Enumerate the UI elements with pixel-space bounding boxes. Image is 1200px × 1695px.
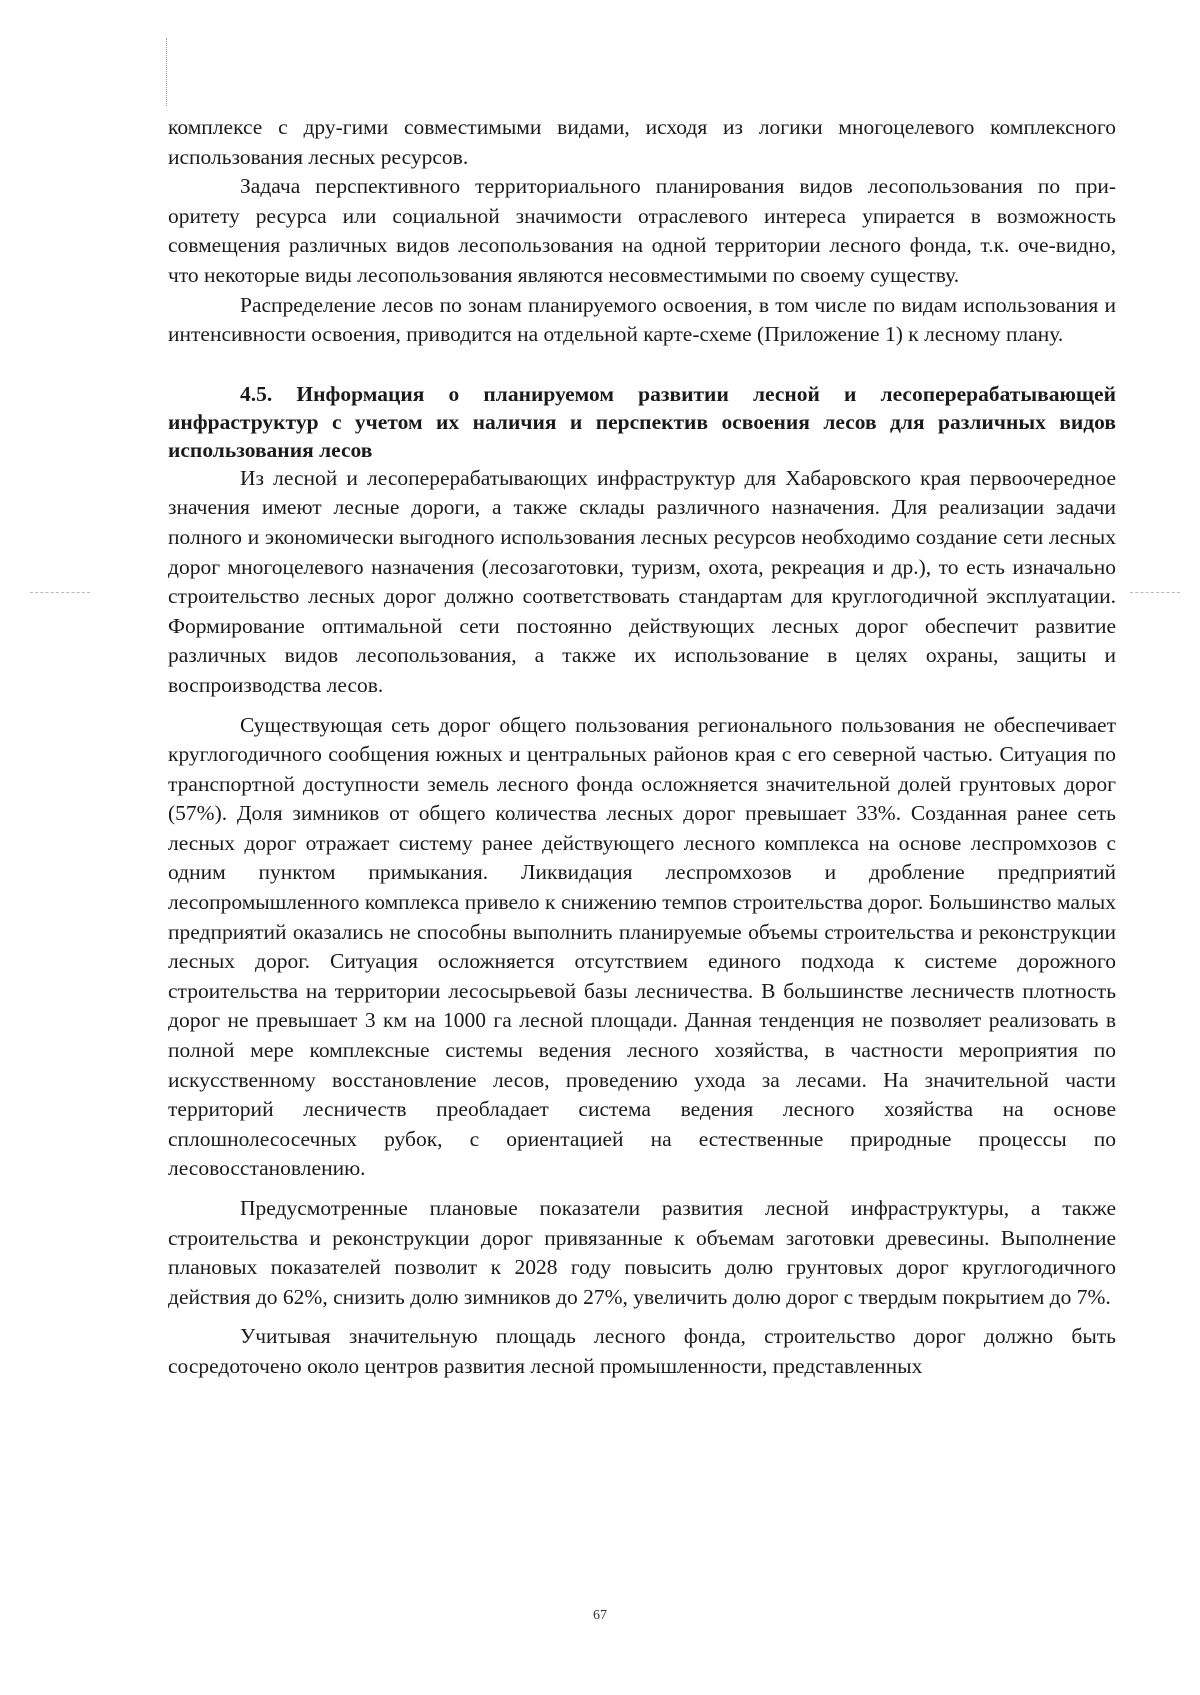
section-heading: 4.5. Информация о планируемом развитии лесной и лесоперерабатывающей инфраструктур с учетом их наличия и перспектив освоения лесов для различных видов использования лесов — [168, 381, 1116, 462]
paragraph-planning-task: Задача перспективного территориального планирования видов лесопользования по при-оритету ресурса или социальной значимости отраслевого интереса упирается в возможность совмещения различных видов лесопользования на одной территории лесного фонда, т.к. оче-видно, что некоторые виды лесопользования являются несовместимыми по своему существу. — [168, 174, 1116, 287]
document-body — [168, 113, 1116, 1382]
scan-artifact-dots-right — [1130, 592, 1180, 594]
paragraph-road-construction: Учитывая значительную площадь лесного фонда, строительство дорог должно быть сосредоточено около центров развития лесной промышленности, представленных — [168, 1324, 1116, 1378]
scan-artifact-mark — [166, 38, 169, 106]
page-number: 67 — [593, 1608, 607, 1623]
paragraph-infrastructure: Из лесной и лесоперерабатывающих инфраструктур для Хабаровского края первоочередное значения имеют лесные дороги, а также склады различного назначения. Для реализации задачи полного и экономически выгодного использования лесных ресурсов необходимо создание сети лесных дорог многоцелевого назначения (лесозаготовки, туризм, охота, рекреация и др.), то есть изначально строительство лесных дорог должно соответствовать стандартам для круглогодичной эксплуатации. Формирование оптимальной сети постоянно действующих лесных дорог обеспечит развитие различных видов лесопользования, а также их использование в целях охраны, защиты и воспроизводства лесов. — [168, 465, 1116, 697]
paragraph-road-network: Существующая сеть дорог общего пользования регионального пользования не обеспечивает круглогодичного сообщения южных и центральных районов края с его северной частью. Ситуация по транспортной доступности земель лесного фонда осложняется значительной долей грунтовых дорог (57%). Доля зимников от общего количества лесных дорог превышает 33%. Созданная ранее сеть лесных дорог отражает систему ранее действующего лесного комплекса на основе леспромхозов с одним пунктом примыкания. Ликвидация леспромхозов и дробление предприятий лесопромышленного комплекса привело к снижению темпов строительства дорог. Большинство малых предприятий оказались не способны выполнить планируемые объемы строительства и реконструкции лесных дорог. Ситуация осложняется отсутствием единого подхода к системе дорожного строительства на территории лесосырьевой базы лесничества. В большинстве лесничеств плотность дорог не превышает 3 км на 1000 га лесной площади. Данная тенденция не позволяет реализовать в полной мере комплексные системы ведения лесного хозяйства, в частности мероприятия по искусственному восстановление лесов, проведению ухода за лесами. На значительной части территорий лесничеств преобладает система ведения лесного хозяйства на основе сплошнолесосечных рубок, с ориентацией на естественные природные процессы по лесовосстановлению. — [168, 712, 1116, 1181]
paragraph-plan-indicators: Предусмотренные плановые показатели развития лесной инфраструктуры, а также строительства и реконструкции дорог привязанные к объемам заготовки древесины. Выполнение плановых показателей позволит к 2028 году повысить долю грунтовых дорог круглогодичного действия до 62%, снизить долю зимников до 27%, увеличить долю дорог с твердым покрытием до 7%. — [168, 1196, 1116, 1309]
paragraph-continuation: комплексе с дру-гими совместимыми видами, исходя из логики многоцелевого комплексного использования лесных ресурсов. — [168, 115, 1116, 169]
scan-artifact-dots-left — [30, 592, 90, 594]
paragraph-forest-distribution: Распределение лесов по зонам планируемого освоения, в том числе по видам использования и интенсивности освоения, приводится на отдельной карте-схеме (Приложение 1) к лесному плану. — [168, 292, 1116, 347]
